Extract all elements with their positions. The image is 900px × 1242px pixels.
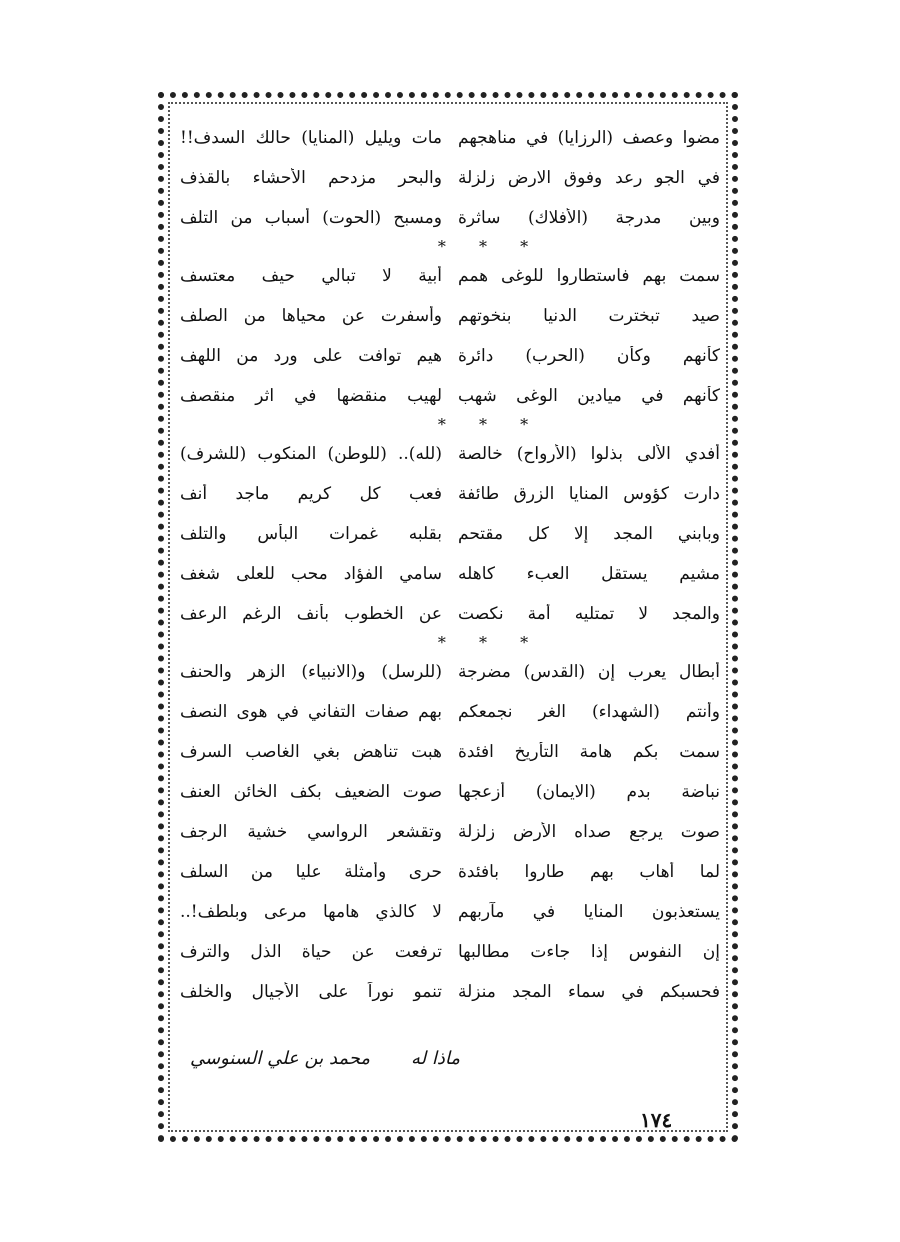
- first-hemistich: مشيم يستقل العبء كاهله: [458, 564, 720, 584]
- first-hemistich: كأنهم في ميادين الوغى شهب: [458, 386, 720, 406]
- stanza-1: [180, 118, 720, 238]
- second-hemistich: هيم توافت على ورد من اللهف: [180, 346, 442, 366]
- verse: [180, 594, 720, 634]
- second-hemistich: فعب كل كريم ماجد أنف: [180, 484, 442, 504]
- first-hemistich: وأنتم (الشهداء) الغر نجمعكم: [458, 702, 720, 722]
- second-hemistich: مات ويليل (المنايا) حالك السدف!!: [180, 128, 442, 148]
- first-hemistich: وبين مدرجة (الأفلاك) ساثرة: [458, 208, 720, 228]
- first-hemistich: سمت بهم فاستطاروا للوغى همم: [458, 266, 720, 286]
- second-hemistich: عن الخطوب بأنف الرغم الرعف: [180, 604, 442, 624]
- first-hemistich: صيد تبخترت الدنيا بنخوتهم: [458, 306, 720, 326]
- verse: [180, 514, 720, 554]
- stanza-separator: * * *: [437, 633, 543, 652]
- stanza-3: [180, 434, 720, 634]
- verse: [180, 256, 720, 296]
- verse: [180, 652, 720, 692]
- verse: [180, 972, 720, 1012]
- verse: [180, 932, 720, 972]
- verse: [180, 158, 720, 198]
- second-hemistich: ترفعت عن حياة الذل والترف: [180, 942, 442, 962]
- verse: [180, 692, 720, 732]
- verse: [180, 198, 720, 238]
- second-hemistich: حرى وأمثلة عليا من السلف: [180, 862, 442, 882]
- second-hemistich: لا كالذي هامها مرعى وبلطف!..: [180, 902, 442, 922]
- first-hemistich: أبطال يعرب إن (القدس) مضرجة: [458, 662, 720, 682]
- second-hemistich: (للرسل) و(الانبياء) الزهر والحنف: [180, 662, 442, 682]
- verse: [180, 892, 720, 932]
- first-hemistich: في الجو رعد وفوق الارض زلزلة: [458, 168, 720, 188]
- second-hemistich: بهم صفات التفاني في هوى النصف: [180, 702, 442, 722]
- signature-label: ماذا له: [411, 1048, 460, 1069]
- verse: [180, 852, 720, 892]
- first-hemistich: فحسبكم في سماء المجد منزلة: [458, 982, 720, 1002]
- second-hemistich: بقلبه غمرات البأس والتلف: [180, 524, 442, 544]
- verse: [180, 296, 720, 336]
- stanza-4: [180, 652, 720, 1012]
- second-hemistich: سامي الفؤاد محب للعلى شغف: [180, 564, 442, 584]
- page-number: ١٧٤: [640, 1108, 673, 1132]
- verse: [180, 474, 720, 514]
- verse: [180, 732, 720, 772]
- first-hemistich: كأنهم وكأن (الحرب) دائرة: [458, 346, 720, 366]
- first-hemistich: يستعذبون المنايا في مآربهم: [458, 902, 720, 922]
- second-hemistich: أبية لا تبالي حيف معتسف: [180, 266, 442, 286]
- second-hemistich: (لله).. (للوطن) المنكوب (للشرف): [180, 444, 442, 464]
- first-hemistich: مضوا وعصف (الرزايا) في مناهجهم: [458, 128, 720, 148]
- stanza-separator: * * *: [437, 237, 543, 256]
- stanza-2: [180, 256, 720, 416]
- first-hemistich: دارت كؤوس المنايا الزرق طائفة: [458, 484, 720, 504]
- second-hemistich: هبت تناهض بغي الغاصب السرف: [180, 742, 442, 762]
- signature: [190, 1048, 460, 1069]
- first-hemistich: سمت بكم هامة التأريخ افئدة: [458, 742, 720, 762]
- first-hemistich: إن النفوس إذا جاءت مطالبها: [458, 942, 720, 962]
- first-hemistich: والمجد لا تمتليه أمة نكصت: [458, 604, 720, 624]
- verse: [180, 376, 720, 416]
- second-hemistich: والبحر مزدحم الأحشاء بالقذف: [180, 168, 442, 188]
- verse: [180, 336, 720, 376]
- verse: [180, 772, 720, 812]
- second-hemistich: وتقشعر الرواسي خشية الرجف: [180, 822, 442, 842]
- first-hemistich: أفدي الأُلى بذلوا (الأرواح) خالصة: [458, 444, 720, 464]
- second-hemistich: لهيب منقضها في اثر منقصف: [180, 386, 442, 406]
- first-hemistich: صوت يرجع صداه الأرض زلزلة: [458, 822, 720, 842]
- second-hemistich: وأسفرت عن محياها من الصلف: [180, 306, 442, 326]
- verse: [180, 554, 720, 594]
- verse: [180, 118, 720, 158]
- first-hemistich: نباضة بدم (الايمان) أزعجها: [458, 782, 720, 802]
- first-hemistich: لما أهاب بهم طاروا بافئدة: [458, 862, 720, 882]
- stanza-separator: * * *: [437, 415, 543, 434]
- second-hemistich: ومسبح (الحوت) أسباب من التلف: [180, 208, 442, 228]
- poem-body: [180, 118, 720, 1012]
- second-hemistich: صوت الضعيف بكف الخائن العنف: [180, 782, 442, 802]
- second-hemistich: تنمو نوراً على الأجيال والخلف: [180, 982, 442, 1002]
- author-name: محمد بن علي السنوسي: [190, 1048, 371, 1069]
- first-hemistich: وبابني المجد إلا كل مقتحم: [458, 524, 720, 544]
- verse: [180, 812, 720, 852]
- verse: [180, 434, 720, 474]
